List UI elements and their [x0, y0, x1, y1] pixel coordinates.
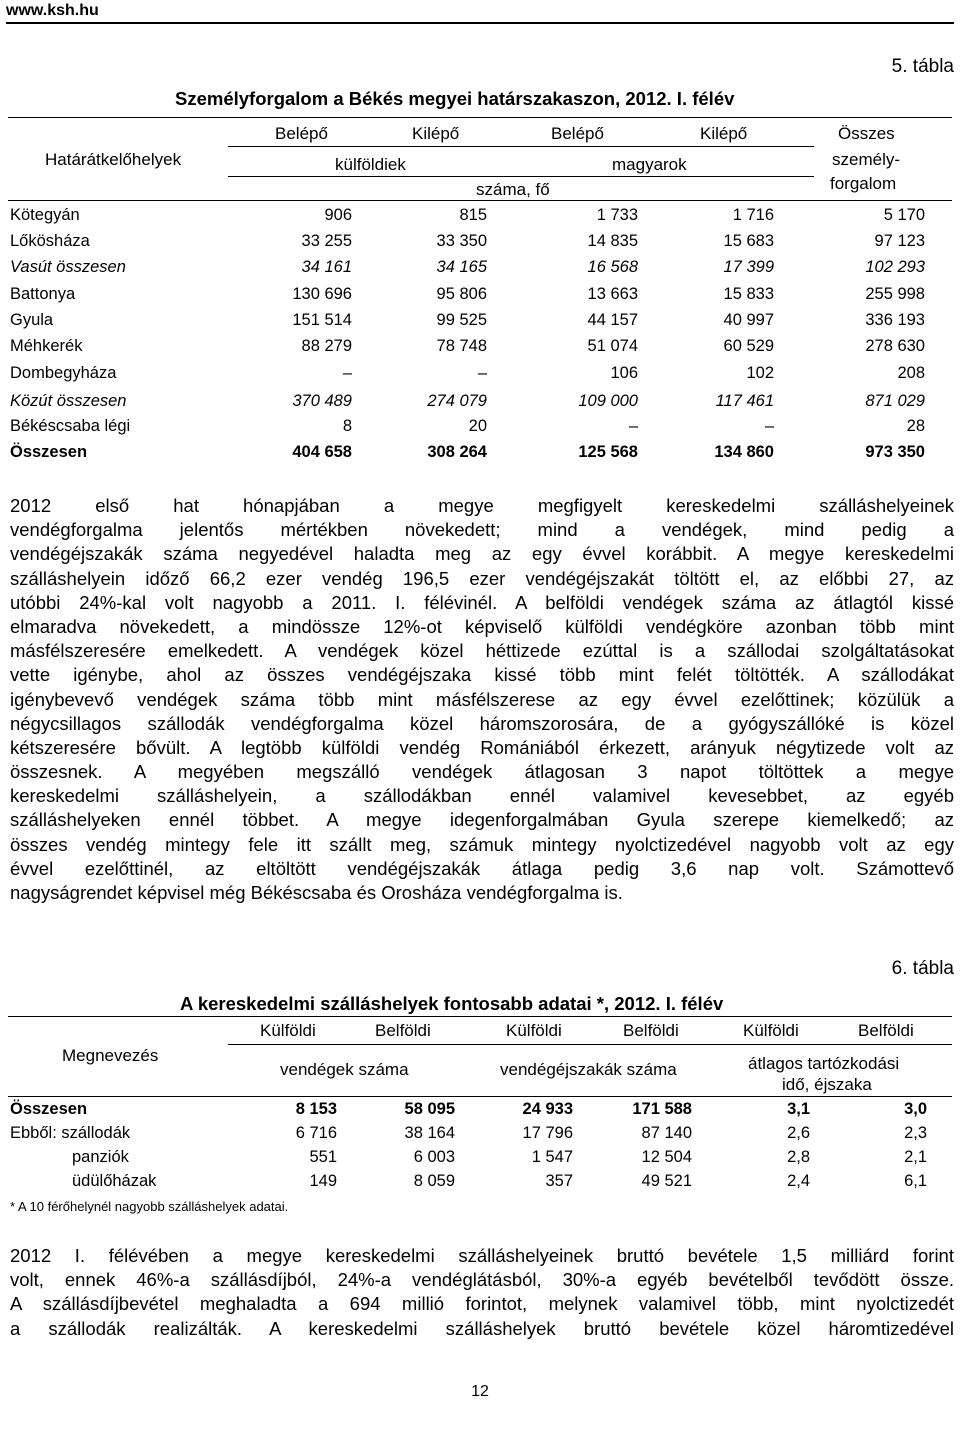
table5-header-unit: száma, fő	[476, 180, 550, 199]
table6-top-rule	[8, 1016, 952, 1017]
table-row	[0, 1100, 960, 1124]
table-cell: 33 350	[436, 232, 487, 250]
row-label: Kötegyán	[10, 206, 80, 224]
table-cell: 906	[324, 206, 352, 224]
paragraph-line: másfélszeresére emelkedett. A vendégek közel héttizede ezúttal is a szállodai szolgáltatásokat	[10, 640, 954, 662]
table-cell: 3,0	[904, 1100, 927, 1118]
paragraph-line: vette igénybe, ahol az összes vendégéjszaka kissé több mint felét töltötték. A szállodákat	[10, 664, 954, 686]
table-cell: 109 000	[578, 392, 638, 410]
table-cell: 2,8	[787, 1148, 810, 1166]
table-row	[0, 417, 960, 443]
paragraph-line: A szállásdíjbevétel meghaladta a 694 millió forintot, melynek valamivel több, mint nyolctizedét	[10, 1293, 954, 1315]
table-cell: 815	[459, 206, 487, 224]
site-url[interactable]: www.ksh.hu	[6, 2, 99, 19]
row-label: Ebből: szállodák	[10, 1124, 131, 1142]
paragraph-line: vendégforgalma jelentős mértékben növekedett; mind a vendégek, mind pedig a	[10, 519, 954, 541]
paragraph-line: utóbbi 24%-kal volt nagyobb a 2011. I. félévinél. A belföldi vendégek száma az átlagtól kissé	[10, 591, 954, 613]
table-cell: 17 796	[522, 1124, 573, 1142]
table-cell: –	[628, 417, 638, 435]
table-cell: 274 079	[427, 392, 487, 410]
table6-group-stay-2: idő, éjszaka	[782, 1075, 872, 1094]
paragraph-line: kereskedelmi szálláshelyein, a szállodákban ennél valamivel kevesebbet, az egyéb	[10, 785, 954, 807]
table5-header-foreign: külföldiek	[335, 155, 406, 174]
table6-header-1: Külföldi	[260, 1021, 316, 1040]
table5-header-kilepo-1: Kilépő	[412, 124, 460, 143]
table6-header-3: Külföldi	[506, 1021, 562, 1040]
table5-header-kilepo-2: Kilépő	[700, 124, 748, 143]
row-label: Gyula	[10, 311, 54, 329]
table-cell: –	[477, 364, 487, 382]
table-row	[0, 311, 960, 337]
row-label: Méhkerék	[10, 337, 83, 355]
table6-header-5: Külföldi	[743, 1021, 799, 1040]
row-label: Közút összesen	[10, 392, 127, 410]
table-cell: 44 157	[587, 311, 638, 329]
table6-header-6: Belföldi	[858, 1021, 914, 1040]
table-cell: 34 161	[301, 258, 352, 276]
table-cell: 151 514	[292, 311, 352, 329]
table-cell: 38 164	[404, 1124, 455, 1142]
table-cell: 336 193	[865, 311, 925, 329]
table-cell: 1 733	[596, 206, 638, 224]
table-cell: 3,1	[787, 1100, 810, 1118]
table-row	[0, 285, 960, 311]
table-cell: 149	[309, 1172, 337, 1190]
table-cell: 1 716	[732, 206, 774, 224]
table-cell: 102	[746, 364, 774, 382]
table6-number: 6. tábla	[891, 958, 954, 979]
paragraph-line: évvel ezelőttinél, az eltöltött vendégéjszakák átlaga pedig 3,6 nap volt. Számottevő	[10, 857, 954, 879]
table-cell: 13 663	[587, 285, 638, 303]
paragraph-1	[10, 494, 954, 905]
table-cell: 278 630	[865, 337, 925, 355]
table-cell: 8	[342, 417, 352, 435]
table-cell: 8 059	[413, 1172, 455, 1190]
paragraph-line: elmaradva növekedett, a mindössze 12%-ot képviselő külföldi vendégköre azonban több mint	[10, 615, 954, 637]
paragraph-line: kétszeresére bővült. A legtöbb külföldi vendég Romániából érkezett, arányuk négytizede volt az	[10, 736, 954, 758]
table6-header-4: Belföldi	[623, 1021, 679, 1040]
paragraph-line: nagyságrendet képvisel még Békéscsaba és Orosháza vendégforgalma is.	[10, 882, 623, 903]
table-cell: 973 350	[865, 443, 925, 461]
paragraph-line: vendégéjszakák száma negyedével haladta meg az egy évvel korábbit. A megye kereskedelmi	[10, 543, 954, 565]
paragraph-line: 2012 első hat hónapjában a megye megfigyelt kereskedelmi szálláshelyeinek	[10, 495, 954, 516]
table5-header-bottom-rule	[8, 200, 952, 201]
row-label: Lőkösháza	[10, 232, 90, 250]
row-label: Összesen	[10, 1100, 88, 1118]
paragraph-line: szálláshelyein időző 66,2 ezer vendég 196,5 ezer vendégéjszakát töltött el, az előbbi 27, az	[10, 567, 954, 589]
table-cell: 12 504	[641, 1148, 692, 1166]
table-cell: 99 525	[436, 311, 487, 329]
page-number: 12	[471, 1383, 489, 1400]
table-cell: 125 568	[578, 443, 638, 461]
table5-top-rule	[8, 117, 952, 118]
table-cell: 130 696	[292, 285, 352, 303]
paragraph-line: volt, ennek 46%-a szállásdíjból, 24%-a vendéglátásból, 30%-a egyéb bevételből tevődött össze.	[10, 1269, 954, 1291]
table-cell: 255 998	[865, 285, 925, 303]
row-label: Battonya	[10, 285, 76, 303]
table-row	[0, 258, 960, 284]
table5-header-belepo-1: Belépő	[275, 124, 328, 143]
table5-header-belepo-2: Belépő	[551, 124, 604, 143]
paragraph-line: négycsillagos szállodák vendégforgalma közel háromszorosára, de a gyógyszállóké is közel	[10, 712, 954, 734]
paragraph-2	[10, 1244, 954, 1341]
row-label: Dombegyháza	[10, 364, 117, 382]
table6-header-2: Belföldi	[375, 1021, 431, 1040]
table5-header-hungarian: magyarok	[612, 155, 687, 174]
table-row	[0, 1172, 960, 1196]
table-cell: 58 095	[404, 1100, 455, 1118]
table-cell: 28	[906, 417, 925, 435]
table-cell: 24 933	[522, 1100, 573, 1118]
table-cell: 88 279	[301, 337, 352, 355]
table-cell: 871 029	[865, 392, 925, 410]
table-cell: 2,3	[904, 1124, 927, 1142]
table-cell: 1 547	[531, 1148, 573, 1166]
table-cell: 49 521	[641, 1172, 692, 1190]
table6-rowlabel-header: Megnevezés	[62, 1046, 159, 1065]
table-cell: 20	[468, 417, 487, 435]
table-cell: 78 748	[436, 337, 487, 355]
row-label: Összesen	[10, 443, 88, 461]
row-label: Békéscsaba légi	[10, 417, 131, 435]
table-cell: –	[764, 417, 774, 435]
paragraph-line: a szállodák realizálták. A kereskedelmi szálláshelyek bruttó bevétele közel háromtizedével	[10, 1317, 954, 1339]
table-cell: 106	[610, 364, 638, 382]
table6-group-stay-1: átlagos tartózkodási	[748, 1054, 900, 1073]
table5-header-total-2: személy-	[832, 150, 901, 169]
table-cell: 5 170	[883, 206, 925, 224]
paragraph-line: összes vendég mintegy fele itt szállt meg, számuk mintegy nyolctizedével nagyobb volt az egy	[10, 833, 954, 855]
table5-rule-2	[228, 176, 814, 177]
table5-rule-1	[228, 146, 814, 147]
table-cell: 15 833	[723, 285, 774, 303]
table-cell: 6,1	[904, 1172, 927, 1190]
table-cell: 2,6	[787, 1124, 810, 1142]
table5-number: 5. tábla	[891, 56, 954, 77]
table-row	[0, 1124, 960, 1148]
table-cell: 14 835	[587, 232, 638, 250]
table6-title: A kereskedelmi szálláshelyek fontosabb adatai *, 2012. I. félév	[180, 993, 724, 1014]
table-cell: 8 153	[295, 1100, 337, 1118]
table-cell: 357	[545, 1172, 573, 1190]
table-cell: 117 461	[715, 392, 774, 410]
table6-group-nights: vendégéjszakák száma	[500, 1060, 677, 1079]
table-cell: 308 264	[427, 443, 487, 461]
table-cell: 551	[309, 1148, 337, 1166]
table5-header-total-1: Összes	[838, 124, 895, 143]
table5-header-total-3: forgalom	[830, 174, 897, 193]
table-cell: 33 255	[301, 232, 352, 250]
table-row	[0, 392, 960, 418]
table-cell: 102 293	[865, 258, 925, 276]
table6-footnote: * A 10 férőhelynél nagyobb szálláshelyek adatai.	[10, 1199, 289, 1214]
row-label: Vasút összesen	[10, 258, 126, 276]
table-cell: 17 399	[723, 258, 774, 276]
table-cell: 208	[897, 364, 925, 382]
row-label: panziók	[72, 1148, 129, 1166]
table-cell: 404 658	[292, 443, 352, 461]
table-cell: 87 140	[641, 1124, 692, 1142]
header-rule	[6, 22, 954, 24]
table6-group-guests: vendégek száma	[280, 1060, 409, 1079]
table-row	[0, 443, 960, 469]
table6-rule-1	[228, 1044, 952, 1045]
table-cell: 6 003	[413, 1148, 455, 1166]
table-cell: 15 683	[723, 232, 774, 250]
table-row	[0, 1148, 960, 1172]
table-cell: 134 860	[714, 443, 774, 461]
table-cell: 34 165	[436, 258, 487, 276]
table-cell: 6 716	[295, 1124, 337, 1142]
table-cell: –	[342, 364, 352, 382]
paragraph-line: igénybevevő vendégek száma több mint másfélszerese az egy évvel ezelőttinek; közülük a	[10, 688, 954, 710]
table-row	[0, 232, 960, 258]
table-cell: 2,1	[904, 1148, 927, 1166]
table-cell: 60 529	[723, 337, 774, 355]
table-cell: 95 806	[436, 285, 487, 303]
table-cell: 171 588	[632, 1100, 692, 1118]
table-cell: 97 123	[874, 232, 925, 250]
table5-title: Személyforgalom a Békés megyei határszakaszon, 2012. I. félév	[175, 88, 735, 109]
row-label: üdülőházak	[72, 1172, 157, 1190]
paragraph-line: összesnek. A megyében megszálló vendégek átlagosan 3 napot töltöttek a megye	[10, 761, 954, 783]
table5-rowlabel-header: Határátkelőhelyek	[45, 150, 182, 169]
table-cell: 2,4	[787, 1172, 810, 1190]
paragraph-line: 2012 I. félévében a megye kereskedelmi szálláshelyeinek bruttó bevétele 1,5 milliárd forint	[10, 1245, 954, 1266]
paragraph-line: szálláshelyeken ennél többet. A megye idegenforgalmában Gyula szerepe kiemelkedő; az	[10, 809, 954, 831]
table-row	[0, 206, 960, 232]
table-cell: 51 074	[587, 337, 638, 355]
table6-header-bottom-rule	[8, 1096, 952, 1097]
table-row	[0, 337, 960, 363]
table-cell: 370 489	[292, 392, 352, 410]
table-cell: 16 568	[587, 258, 638, 276]
table-row	[0, 364, 960, 390]
table-cell: 40 997	[723, 311, 774, 329]
